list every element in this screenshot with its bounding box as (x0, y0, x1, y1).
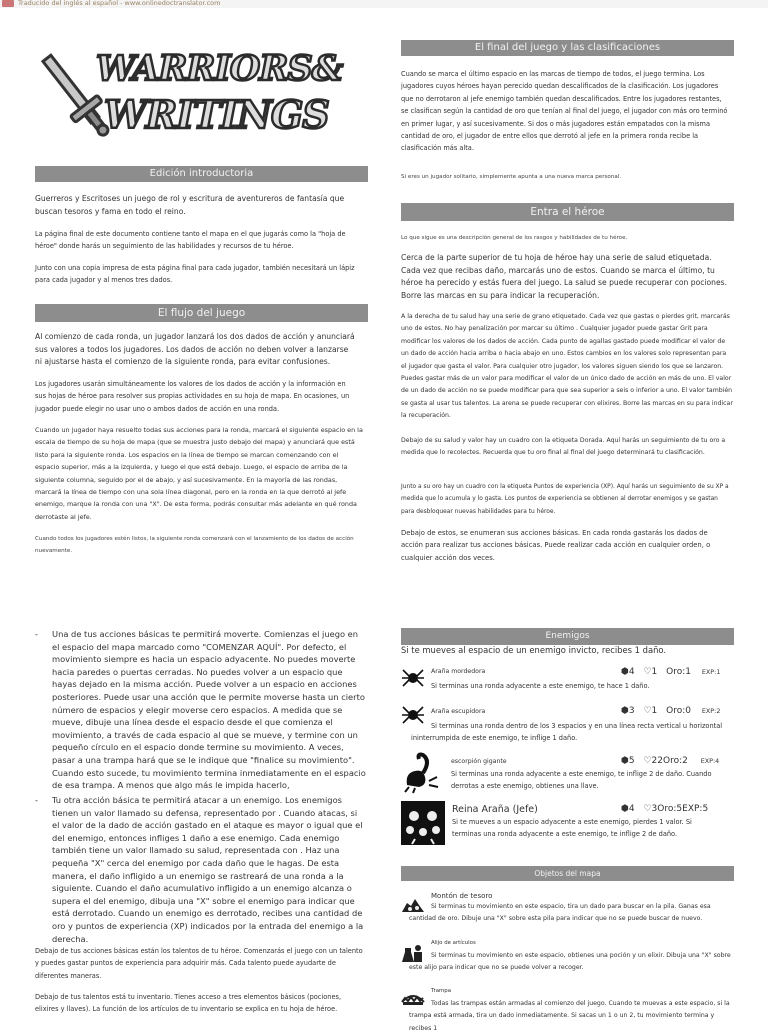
spider-icon (401, 666, 425, 690)
enemy-stats (621, 804, 708, 814)
flow-paragraph-1: Al comienzo de cada ronda, un jugador lanzará los dos dados de acción y anunciará sus valores a todos los jugadores. Los dados de acción no deben volver a lanzarse ni ajustarse hasta el comienzo de la siguiente ronda, para evitar confusiones. (35, 332, 355, 367)
spider-queen-icon (401, 801, 445, 845)
enemy-description: Si terminas una ronda dentro de los 3 espacios y en una línea recta vertical u horizontal ininterrumpida de este enemigo, te inflige 1 daño. (411, 722, 723, 743)
inventory-paragraph: Debajo de tus talentos está tu inventario. Tienes acceso a tres elementos básicos (pociones, elixires y llaves). La función de los artículos de tu inventario se explica en tu hoja de héroe. (35, 993, 342, 1014)
translation-banner-link[interactable]: Traducido del inglés al español - www.onlinedoctranslator.com (18, 0, 221, 7)
object-name: Trampa (431, 988, 451, 994)
enemy-gold: 2Oro:2 (657, 756, 688, 766)
health-icon: ♡ (643, 667, 652, 677)
enemies-intro: Si te mueves al espacio de un enemigo invicto, recibes 1 daño. (401, 645, 667, 655)
enemy-name: escorpión gigante (451, 758, 507, 765)
intro-paragraph-3: Junto con una copia impresa de esta página final para cada jugador, también necesitará un lápiz para cada jugador y al menos tres dados. (35, 264, 355, 285)
enemy-exp: EXP:2 (701, 707, 721, 715)
intro-paragraph: Guerreros y Escritoses un juego de rol y escritura de aventureros de fantasía que buscan tesoros y fama en todo el reino. (35, 194, 345, 216)
map-object-entry (401, 892, 733, 932)
hero-paragraph-6: Debajo de estos, se enumeran sus acciones básicas. En cada ronda gastarás los dados de acción para realizar tus acciones básicas. Puede realizar cada acción en cualquier orden, o cualquier acción dos veces. (401, 529, 711, 562)
enemy-gold: Oro:0 (666, 706, 692, 716)
defense-icon: ⬢ (621, 804, 629, 814)
map-object-entry (401, 938, 733, 978)
object-description: Todas las trampas están armadas al comienzo del juego. Cuando te muevas a este espacio, si la trampa está armada, tira un dado inmediatamente. Si sacas un 1 o un 2, tu movimiento termina y recibes 1 (409, 1000, 730, 1032)
enemy-gold: Oro:5 (657, 804, 683, 814)
enemies-header: Enemigos (401, 628, 734, 645)
attack-action-text: Tu otra acción básica te permitirá atacar a un enemigo. Los enemigos tienen un valor llamado su defensa, representado por . Cuando atacas, si el valor de la dado de acción gastado en el ataque es mayor o igual que el del enemigo, entonces infliges 1 daño a ese enemigo. Cada enemigo también tiene un valor llamado su salud, representada con . Haz una pequeña "X" cerca del enemigo por cada daño que le hagas. De esta manera, el daño infligido a un enemigo se rastreará de una ronda a la siguiente. Cuando el daño acumulativo infligido a un enemigo alcanza o supera el del enemigo, dibuja una "X" sobre el enemigo para indicar que está derrotado. Cuando un enemigo es derrotado, recibes una cantidad de oro y puntos de experiencia (XP) indicados por la entrada del enemigo a la derecha. (52, 795, 364, 944)
enemy-entry (401, 751, 733, 797)
health-icon: ♡ (643, 756, 652, 766)
enemy-name: Araña mordedora (431, 668, 486, 675)
intro-paragraph-2: La página final de este documento contiene tanto el mapa en el que jugarás como la "hoja de héroe" donde harás un seguimiento de las habilidades y recursos de tu héroe. (35, 230, 346, 251)
enemy-stats (621, 706, 720, 716)
translate-icon (2, 0, 14, 7)
health-icon: ♡ (643, 804, 652, 814)
hero-paragraph-4: Debajo de su salud y valor hay un cuadro con la etiqueta Dorada. Aquí harás un seguimiento de tu oro a medida que lo recolectes. Recuerda que tu oro final al final del juego determinará tu clasificación. (401, 437, 726, 457)
health-icon: ♡ (643, 706, 652, 716)
bullet-dash: - (35, 795, 38, 805)
logo-line-2: WRITINGS (104, 92, 329, 137)
list-item (35, 794, 367, 945)
object-name: Alijo de artículos (431, 940, 476, 946)
edition-header: Edición introductoria (35, 166, 368, 182)
enemy-entry (401, 703, 733, 743)
object-name: Montón de tesoro (431, 892, 493, 900)
enemy-description: Si te mueves a un espacio adyacente a este enemigo, pierdes 1 valor. Si terminas una ronda adyacente a este enemigo, te inflige 2 de daño. (452, 818, 692, 839)
translation-banner (0, 0, 768, 8)
enemy-stats (621, 756, 719, 766)
list-item (35, 628, 367, 792)
enemy-exp: EXP:1 (701, 668, 721, 676)
bullet-dash: - (35, 629, 38, 639)
enemy-defense: 4 (628, 667, 635, 677)
map-object-entry (401, 986, 733, 1032)
enemy-description: Si terminas una ronda adyacente a este enemigo, te hace 1 daño. (431, 682, 650, 690)
enemy-entry (401, 666, 733, 702)
hero-header: Entra el héroe (401, 203, 734, 221)
flow-paragraph-3: Cuando un jugador haya resuelto todas sus acciones para la ronda, marcará el siguiente espacio en la escala de tiempo de su hoja de mapa (que se muestra justo debajo del mapa) y anunciará que está listo para la siguiente ronda. Los espacios en la línea de tiempo se marcan comenzando con el espacio superior, más a la izquierda, y luego el que está debajo. Luego, el espacio de arriba de la siguiente columna, seguido por el de abajo, y así sucesivamente. En la mayoría de las rondas, marcará la línea de tiempo con una sola línea diagonal, pero en la ronda en la que derrotó al jefe enemigo, marque la ronda con una "X". De esta forma, podrás consultar más adelante en qué ronda derrotaste al jefe. (35, 426, 363, 521)
defense-icon: ⬢ (621, 756, 629, 766)
enemy-entry (401, 801, 733, 847)
enemy-health: 3 (651, 804, 658, 814)
object-description: Si terminas tu movimiento en este espacio, obtienes una poción y un elixir. Dibuja una "X" sobre este alijo para indicar que no se puede volver a recoger. (409, 952, 731, 972)
enemy-defense: 5 (628, 756, 635, 766)
end-paragraph-1: Cuando se marca el último espacio en las marcas de tiempo de todos, el juego termina. Los jugadores cuyos héroes hayan perecido quedan descalificados de la clasificación. Los jugadores que no derrotaron al jefe enemigo también quedan descalificados. Entre los jugadores restantes, se clasifican según la cantidad de oro que tenían al final del juego, el jugador con más oro terminó en primer lugar, y así sucesivamente. Si dos o más jugadores están empatados con la misma cantidad de oro, el jugador de entre ellos que derrotó al jefe en la primera ronda recibe la clasificación más alta. (401, 70, 728, 153)
talents-paragraph: Debajo de tus acciones básicas están los talentos de tu héroe. Comenzarás el juego con un talento y puedes gastar puntos de experiencia para adquirir más. Cada talento puede ayudarte de diferentes maneras. (35, 947, 363, 980)
enemy-exp: EXP:4 (700, 757, 720, 765)
enemy-description: Si terminas una ronda adyacente a este enemigo, te inflige 2 de daño. Cuando derrotas a este enemigo, obtienes una llave. (451, 770, 712, 791)
enemy-defense: 3 (628, 706, 635, 716)
enemy-health: 2 (651, 756, 658, 766)
object-description: Si terminas tu movimiento en este espacio, tira un dado para buscar en la pila. Ganas esa cantidad de oro. Dibuje una "X" sobre esta pila para indicar que no se puede buscar de nuevo. (409, 903, 711, 923)
game-logo (46, 44, 346, 144)
hero-paragraph-3: A la derecha de tu salud hay una serie de grano etiquetado. Cada vez que gastas o pierdes grit, marcarás uno de estos. No hay penalización por marcar su último . Cualquier jugador puede gastar Grit para modificar los valores de los dados de acción. Cada punto de agallas gastado puede modificar el valor de un dado de acción hacia arriba o hacia abajo en uno. Estos cambios en los valores solo representan para el jugador que gasta el valor. Para cualquier otro jugador, los valores siguen siendo los que se lanzaron. Puedes gastar más de un valor para modificar el valor de un único dado de acción en más de uno. El valor de un dado de acción no se puede modificar para que sea superior a seis o inferior a uno. El valor también se gasta al usar tus talentos. La arena se puede recuperar con elixires. Borre las marcas en su para indicar la recuperación. (401, 313, 733, 420)
move-action-text: Una de tus acciones básicas te permitirá moverte. Comienzas el juego en el espacio del mapa marcado como "COMENZAR AQUÍ". Por defecto, el movimiento siempre es hacia un espacio adyacente. No puedes moverte hacia paredes o puertas cerradas. No puedes volver a un espacio que hayas dejado en la misma acción. Puede volver a un espacio en acciones posteriores. Puede usar una acción que le permite moverse hasta un cierto número de espacios y elegir moverse cero espacios. A medida que se mueve, dibuje una línea desde el espacio desde el que comienza el movimiento, a través de cada espacio al que se mueve, y termine con un pequeño círculo en el espacio donde termine su movimiento. A veces, pasar a una trampa hará que se le indique que "finalice su movimiento". Cuando esto sucede, tu movimiento termina inmediatamente en el espacio de esa trampa. A menos que algo más le impida hacerlo, (52, 629, 366, 791)
enemy-name: Araña escupidora (431, 708, 486, 715)
map-objects-header: Objetos del mapa (401, 866, 734, 881)
enemy-health: 1 (651, 706, 658, 716)
enemy-defense: 4 (628, 804, 635, 814)
end-paragraph-2: Si eres un jugador solitario, simplemente apunta a una nueva marca personal. (401, 174, 622, 180)
scorpion-icon (401, 751, 441, 793)
hero-paragraph-5: Junto a su oro hay un cuadro con la etiqueta Puntos de experiencia (XP). Aquí harás un seguimiento de su XP a medida que lo acumula y lo gasta. Los puntos de experiencia se obtienen al derrotar enemigos y se gastan para desbloquear nuevas habilidades para tu héroe. (401, 484, 729, 515)
end-game-header: El final del juego y las clasificaciones (401, 40, 734, 56)
enemy-stats (621, 667, 720, 677)
enemy-exp: EXP:5 (682, 804, 709, 814)
flow-paragraph-4: Cuando todos los jugadores estén listos, la siguiente ronda comenzará con el lanzamiento de los dados de acción nuevamente. (35, 536, 354, 554)
flow-header: El flujo del juego (35, 304, 368, 322)
boss-name: Reina Araña (Jefe) (452, 804, 538, 815)
logo-line-1: WARRIORS& (96, 48, 343, 89)
flow-paragraph-2: Los jugadores usarán simultáneamente los valores de los dados de acción y la información en sus hojas de héroe para resolver sus propias actividades en su hoja de mapa. En ocasiones, un jugador puede elegir no usar uno o ambos dados de acción en una ronda. (35, 380, 350, 413)
enemy-gold: Oro:1 (666, 667, 692, 677)
defense-icon: ⬢ (621, 667, 629, 677)
hero-paragraph-1: Lo que sigue es una descripción general de los rasgos y habilidades de tu héroe. (401, 235, 628, 241)
enemy-health: 1 (651, 667, 658, 677)
defense-icon: ⬢ (621, 706, 629, 716)
hero-paragraph-2: Cerca de la parte superior de tu hoja de héroe hay una serie de salud etiquetada. Cada vez que recibas daño, marcarás uno de estos. Cuando se marca el último, tu héroe ha perecido y estás fuera del juego. La salud se puede recuperar con pociones. Borre las marcas en su para indicar la recuperación. (401, 253, 728, 300)
